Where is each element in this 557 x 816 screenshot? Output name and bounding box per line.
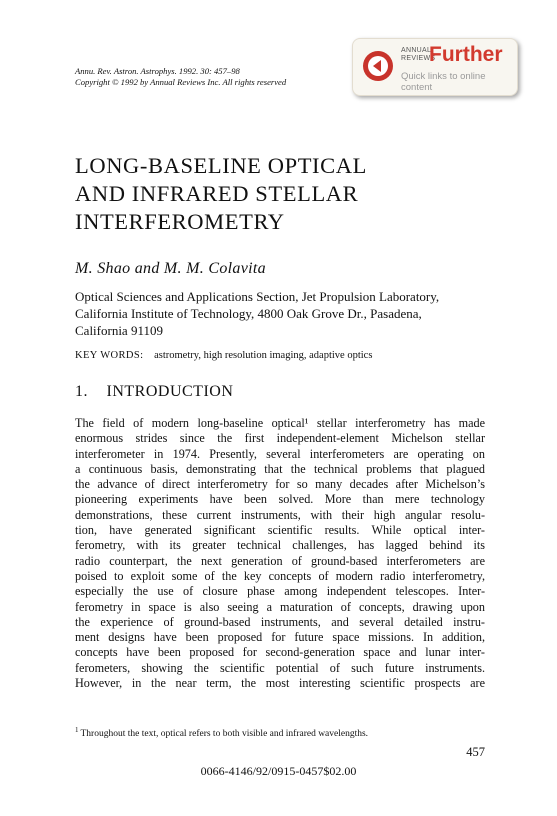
affiliation (75, 288, 439, 339)
citation-line-1: Annu. Rev. Astron. Astrophys. 1992. 30: 457–98 (75, 66, 240, 76)
journal-citation (75, 66, 286, 88)
footnote-text: Throughout the text, optical refers to both visible and infrared wavelengths. (80, 729, 369, 740)
body-line: especially the use of closure phase among independent telescopes. Inter- (75, 584, 485, 599)
keywords (75, 350, 372, 361)
body-line: enormous strides since the first independent-element Michelson stellar (75, 431, 485, 446)
page-number: 457 (466, 745, 485, 759)
citation-line-2: Copyright © 1992 by Annual Reviews Inc. All rights reserved (75, 77, 287, 87)
body-line: concepts have been proposed for second-generation space and lunar inter- (75, 645, 485, 660)
footnote-mark: 1 (75, 726, 79, 734)
article-title (75, 152, 367, 236)
price-code: 0066-4146/92/0915-0457$02.00 (200, 764, 357, 778)
keywords-text: astrometry, high resolution imaging, adaptive optics (154, 350, 373, 361)
body-line: tion, have generated significant scientific results. While optical inter- (75, 523, 485, 538)
body-paragraph (75, 416, 485, 691)
annual-reviews-further-badge[interactable] (352, 38, 518, 96)
authors: M. Shao and M. M. Colavita (75, 260, 266, 277)
body-line: pioneering experiments have been solved. More than mere technology (75, 492, 485, 507)
title-line-3: INTERFEROMETRY (75, 209, 285, 234)
back-arrow-icon (363, 51, 393, 81)
body-line: However, in the near term, the most interesting scientific prospects are (75, 676, 485, 691)
title-line-1: LONG-BASELINE OPTICAL (75, 153, 367, 178)
body-line: ment designs have been proposed for future space missions. In addition, (75, 630, 485, 645)
body-line: interferometer in 1974. Presently, several interferometers are operating on (75, 446, 485, 461)
body-line: ferometry in space is also seeing a maturation of concepts, drawing upon (75, 599, 485, 614)
body-line: the advance of direct interferometry for so many decades after Michelson’s (75, 477, 485, 492)
body-line: ferometers, showing the scientific potential of such future instruments. (75, 660, 485, 675)
body-line: demonstrations, these current instruments, with their high angular resolu- (75, 507, 485, 522)
body-line: radio counterpart, the next generation of ground-based interferometers are (75, 553, 485, 568)
badge-further-text: Further (429, 43, 503, 66)
section-heading (75, 383, 233, 401)
body-line: the experience of ground-based instruments, and several detailed instru- (75, 614, 485, 629)
keywords-label: KEY WORDS: (75, 350, 144, 361)
badge-reviews-text: REVIEWS (401, 54, 436, 62)
section-number: 1. (75, 383, 88, 400)
badge-tagline: Quick links to online content (401, 71, 486, 93)
section-title: INTRODUCTION (106, 383, 234, 400)
body-line: ferometry, with its greater technical challenges, has lagged behind its (75, 538, 485, 553)
footnote (75, 726, 368, 739)
affiliation-line-1: Optical Sciences and Applications Section, Jet Propulsion Laboratory, (75, 289, 440, 304)
badge-annual-text: ANNUAL (401, 47, 432, 54)
body-line: a continuous basis, demonstrating that the technical problems that plagued (75, 461, 485, 476)
affiliation-line-3: California 91109 (75, 323, 163, 338)
affiliation-line-2: California Institute of Technology, 4800 Oak Grove Dr., Pasadena, (75, 306, 422, 321)
title-line-2: AND INFRARED STELLAR (75, 181, 359, 206)
body-line: The field of modern long-baseline optical¹ stellar interferometry has made (75, 416, 485, 430)
body-line: poised to exploit some of the key concepts of modern radio interferometry, (75, 568, 485, 583)
